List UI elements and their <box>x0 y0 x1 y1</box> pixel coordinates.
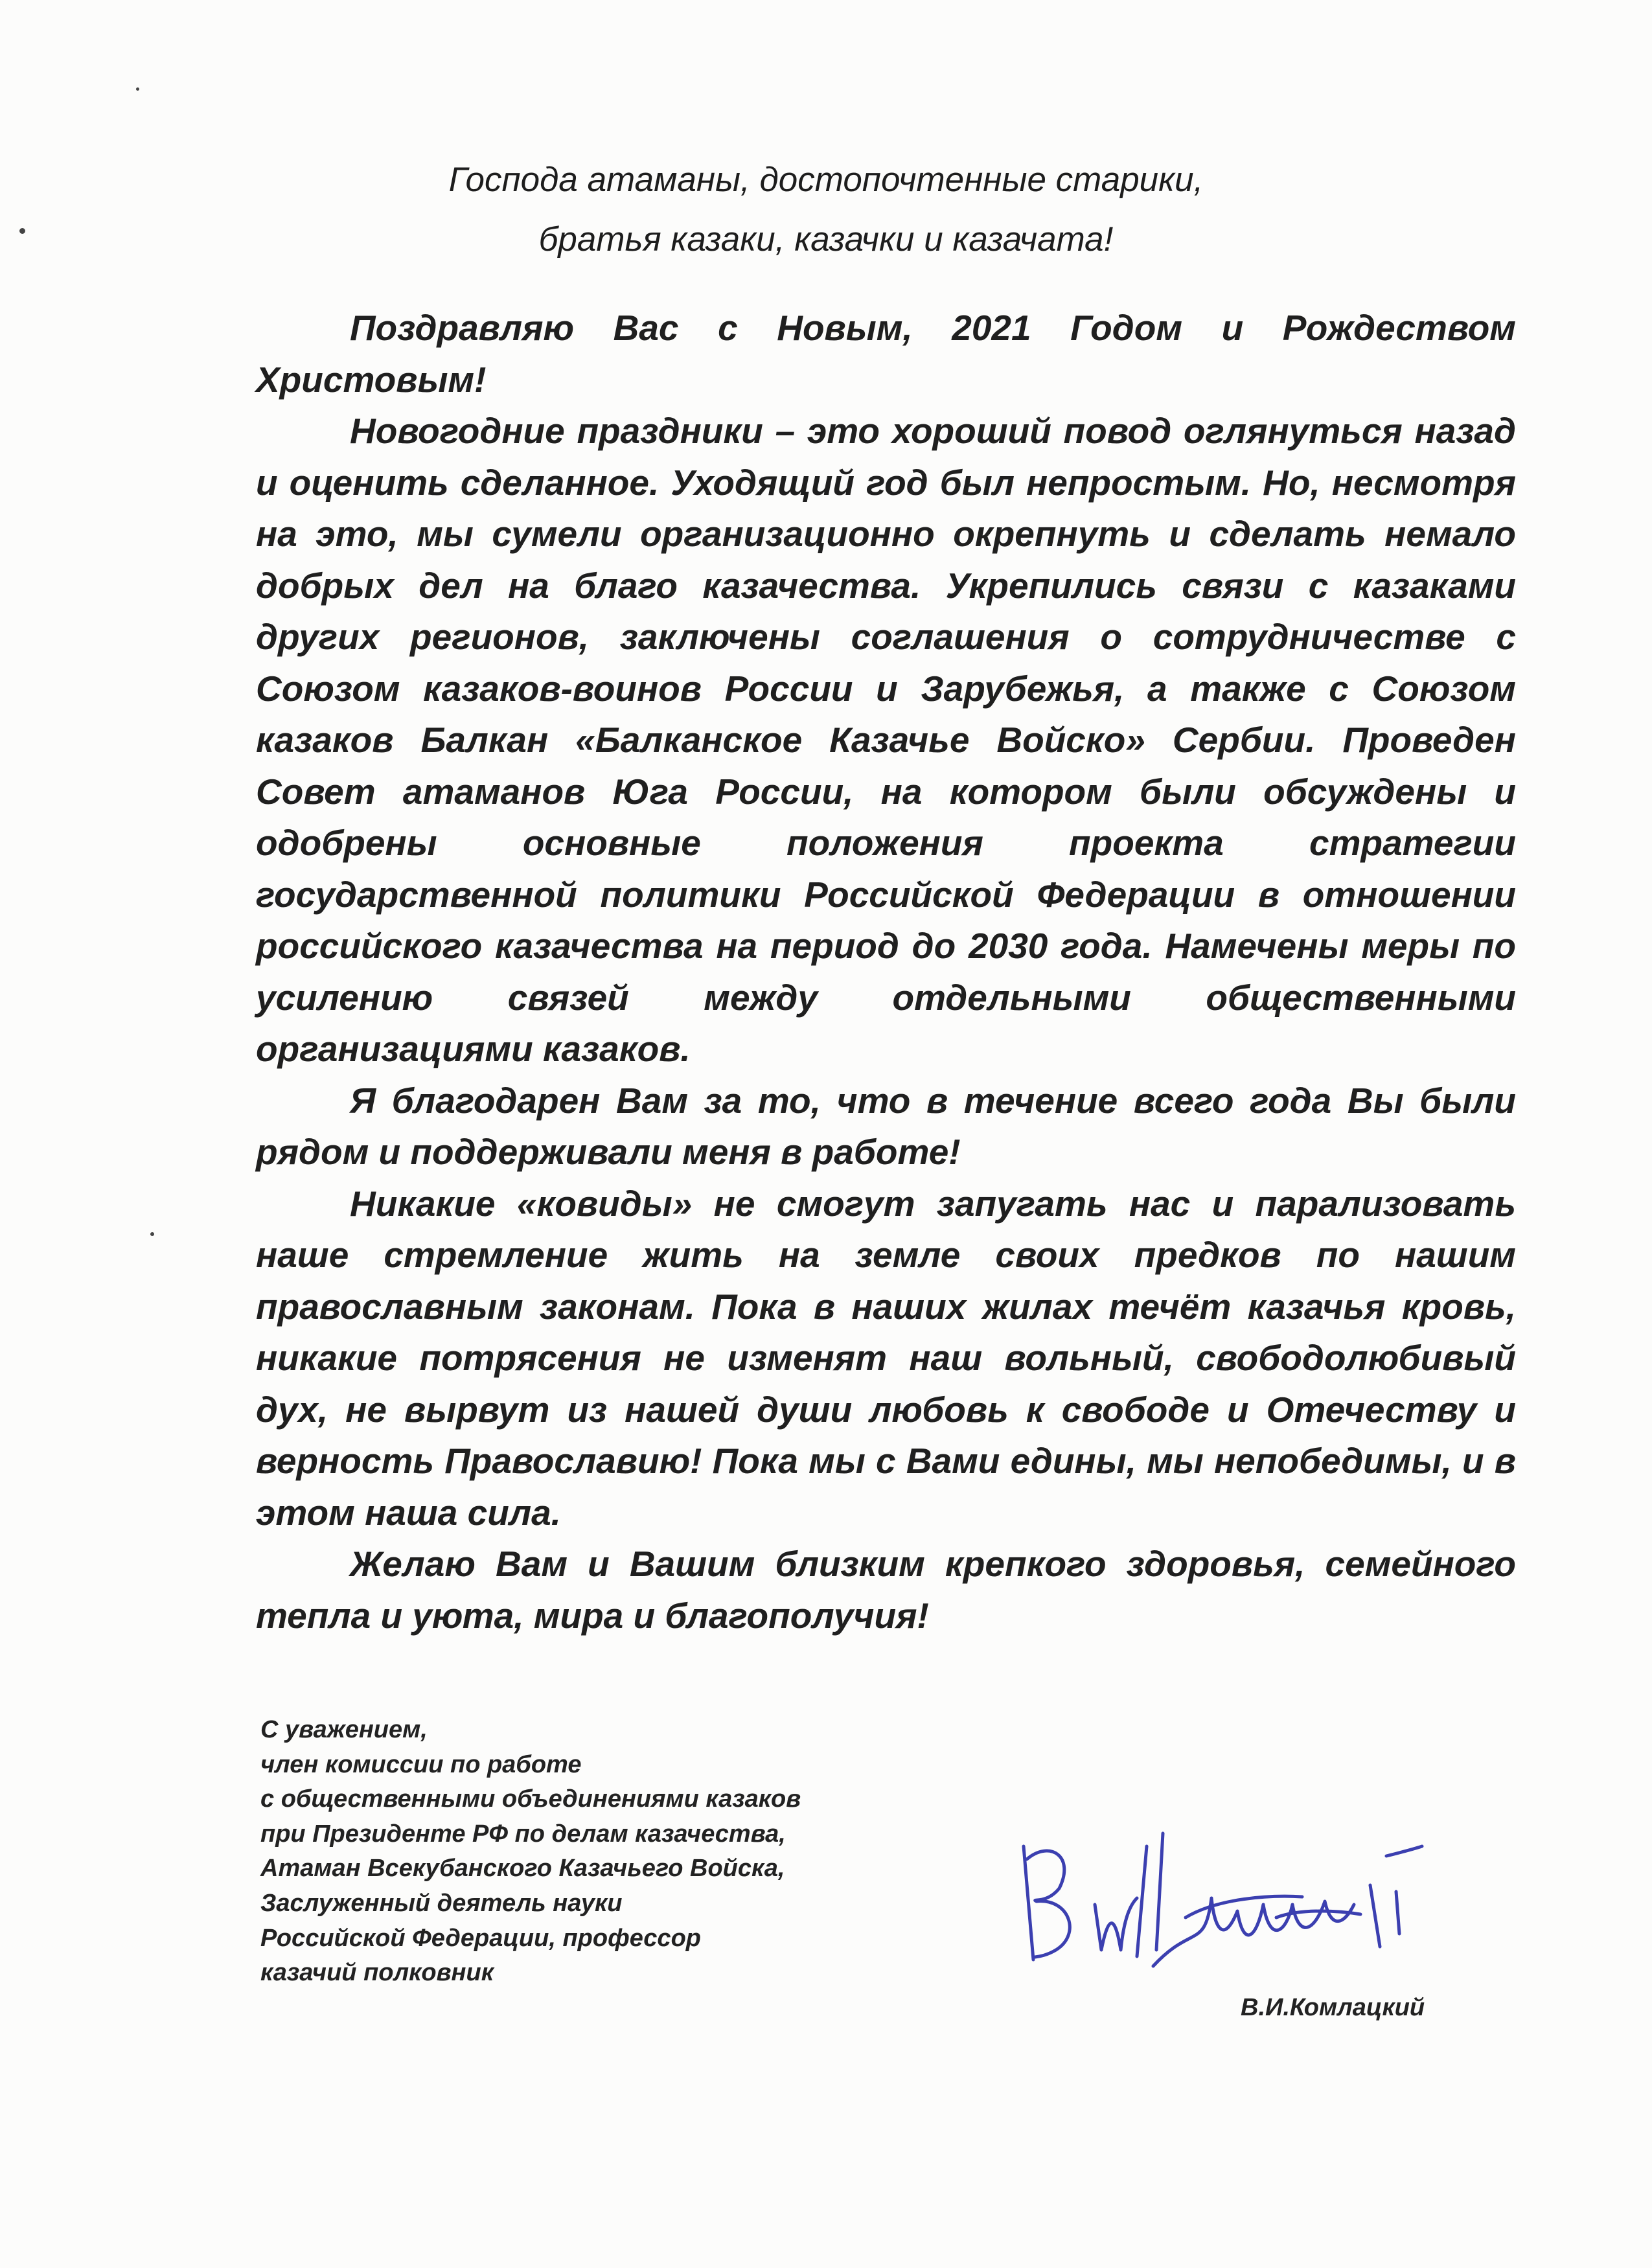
closing-line: Атаман Всекубанского Казачьего Войска, <box>260 1855 785 1883</box>
body-paragraph-2: Новогодние праздники – это хороший повод оглянуться назад и оценить сделанное. Уходящий год был непростым. Но, несмотря на это, мы сумели организационно окрепнуть и сделать немало добрых дел на благо казачества. Укрепились связи с казаками других регионов, заключены соглашения о сотрудничестве с Союзом казаков-воинов России и Зарубежья, а также с Союзом казаков Балкан «Балканское Казачье Войско» Сербии. Проведен Совет атаманов Юга России, на котором были обсуждены и одобрены основные положения проекта стратегии государственной политики Российской Федерации в отношении российского казачества на период до 2030 года. Намечены меры по усилению связей между отдельными общественными организациями казаков. <box>256 411 1516 1069</box>
scan-speck <box>136 87 139 91</box>
signatory-name: В.И.Комлацкий <box>1241 1994 1425 2021</box>
greeting-line-2: братья казаки, казачки и казачата! <box>538 220 1114 258</box>
handwritten-signature <box>998 1820 1451 1989</box>
closing-line: Заслуженный деятель науки <box>260 1889 623 1917</box>
closing-line: казачий полковник <box>260 1959 494 1987</box>
closing-block <box>260 1713 801 1991</box>
closing-line: при Президенте РФ по делам казачества, <box>260 1820 786 1848</box>
body-paragraph-3: Я благодарен Вам за то, что в течение всего года Вы были рядом и поддерживали меня в работе! <box>256 1080 1516 1172</box>
greeting-line-1: Господа атаманы, достопочтенные старики, <box>448 161 1204 199</box>
closing-line: Российской Федерации, профессор <box>260 1924 701 1952</box>
scan-speck <box>150 1232 154 1236</box>
letter-body <box>256 303 1516 1642</box>
closing-line: с общественными объединениями казаков <box>260 1785 801 1813</box>
greeting <box>0 150 1652 269</box>
closing-line: С уважением, <box>260 1716 428 1743</box>
closing-line: член комиссии по работе <box>260 1750 582 1778</box>
body-paragraph-5: Желаю Вам и Вашим близким крепкого здоровья, семейного тепла и уюта, мира и благополучия! <box>256 1544 1516 1636</box>
body-paragraph-1: Поздравляю Вас с Новым, 2021 Годом и Рождеством Христовым! <box>256 308 1516 400</box>
body-paragraph-4: Никакие «ковиды» не смогут запугать нас и парализовать наше стремление жить на земле своих предков по нашим православным законам. Пока в наших жилах течёт казачья кровь, никакие потрясения не изменят наш вольный, свободолюбивый дух, не вырвут из нашей души любовь к свободе и Отечеству и верность Православию! Пока мы с Вами едины, мы непобедимы, и в этом наша сила. <box>256 1183 1516 1533</box>
